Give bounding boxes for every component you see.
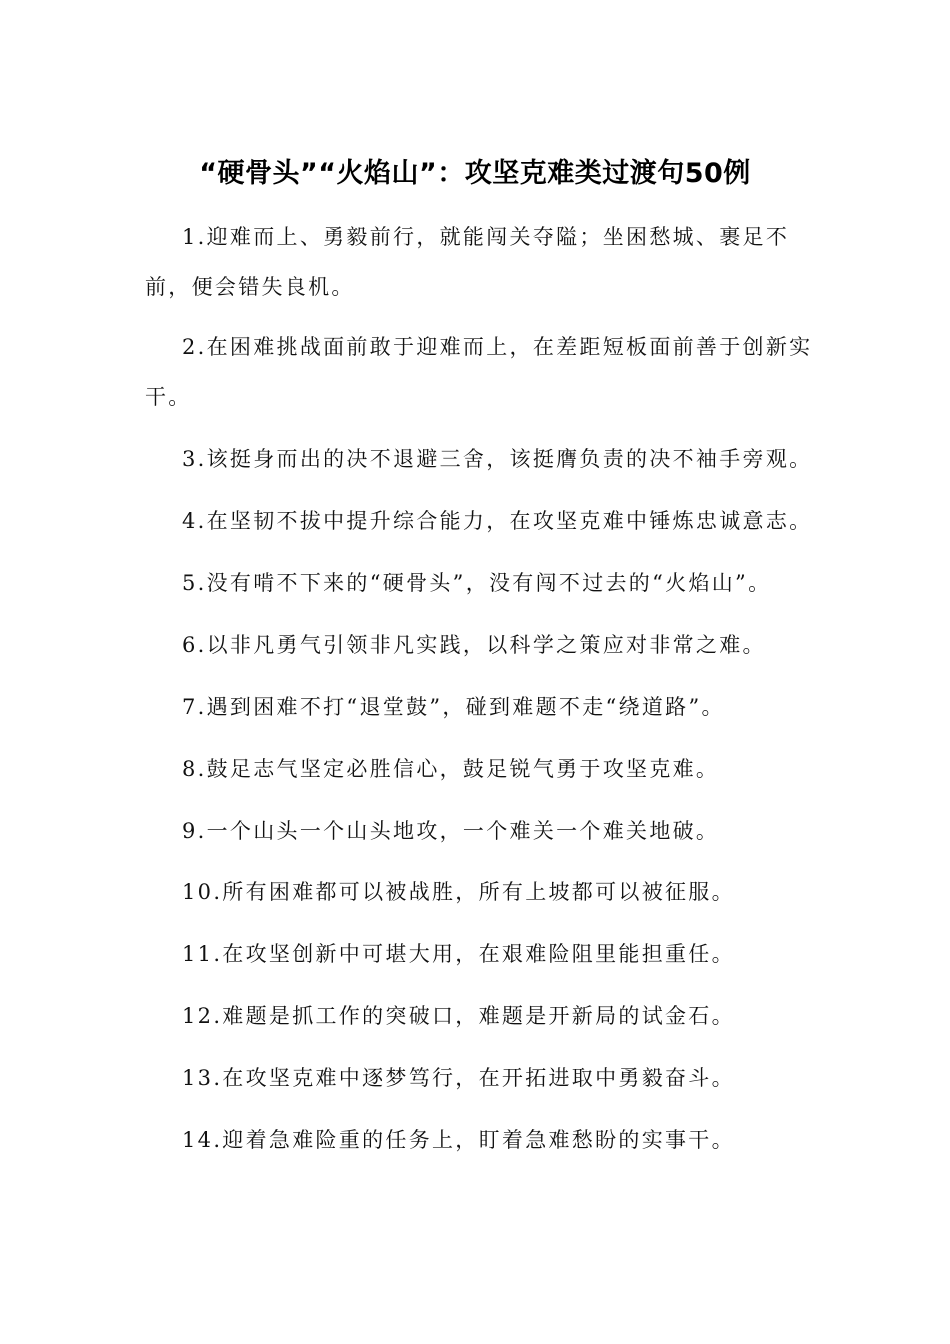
list-item: 8.鼓足志气坚定必胜信心，鼓足锐气勇于攻坚克难。 xyxy=(182,757,720,781)
list-item: 2.在困难挑战面前敢于迎难而上，在差距短板面前善于创新实干。 xyxy=(145,335,813,409)
list-item: 1.迎难而上、勇毅前行，就能闯关夺隘；坐困愁城、裹足不前，便会错失良机。 xyxy=(145,225,790,299)
list-item: 10.所有困难都可以被战胜，所有上坡都可以被征服。 xyxy=(182,880,735,904)
document-title: “硬骨头”“火焰山”：攻坚克难类过渡句50例 xyxy=(199,158,751,189)
list-item: 13.在攻坚克难中逐梦笃行，在开拓进取中勇毅奋斗。 xyxy=(182,1066,735,1090)
list-item: 7.遇到困难不打“退堂鼓”，碰到难题不走“绕道路”。 xyxy=(182,695,725,719)
list-item: 4.在坚韧不拔中提升综合能力，在攻坚克难中锤炼忠诚意志。 xyxy=(182,509,813,533)
list-item: 12.难题是抓工作的突破口，难题是开新局的试金石。 xyxy=(182,1004,735,1028)
list-item: 5.没有啃不下来的“硬骨头”，没有闯不过去的“火焰山”。 xyxy=(182,571,772,595)
list-item: 3.该挺身而出的决不退避三舍，该挺膺负责的决不袖手旁观。 xyxy=(182,447,813,471)
list-item: 11.在攻坚创新中可堪大用，在艰难险阻里能担重任。 xyxy=(182,942,735,966)
list-item: 9.一个山头一个山头地攻，一个难关一个难关地破。 xyxy=(182,819,720,843)
list-item: 14.迎着急难险重的任务上，盯着急难愁盼的实事干。 xyxy=(182,1128,735,1152)
list-item: 6.以非凡勇气引领非凡实践，以科学之策应对非常之难。 xyxy=(182,633,766,657)
